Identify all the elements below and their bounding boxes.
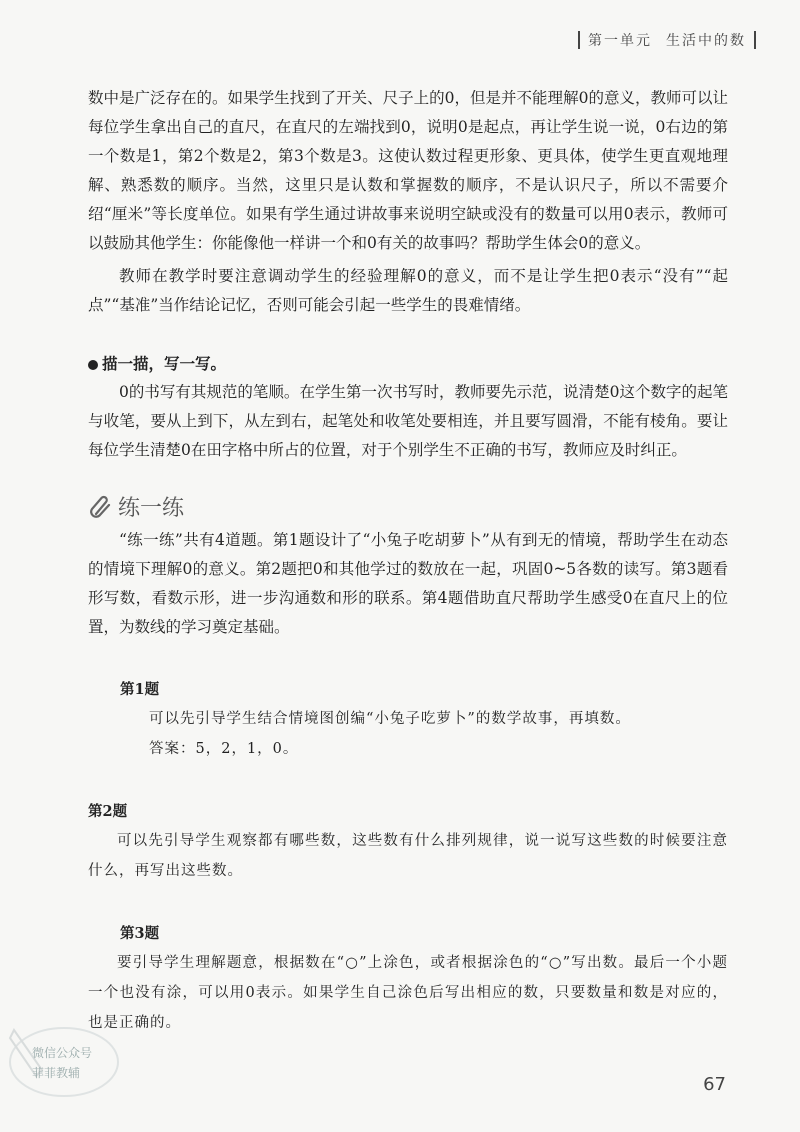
page-number: 67 <box>703 1074 726 1095</box>
question-3-title: 第3题 <box>120 925 160 942</box>
question-1 <box>88 676 728 764</box>
watermark-line-2: 菲菲教辅 <box>32 1066 81 1080</box>
practice-intro: “练一练”共有4道题。第1题设计了“小兔子吃胡萝卜”从有到无的情境，帮助学生在动态的情境下理解0的意义。第2题把0和其他学过的数放在一起，巩固0~5各数的读写。第3题看形写数，看数示形，进一步沟通数和形的联系。第4题借助直尺帮助学生感受0在直尺上的位置，为数线的学习奠定基础。 <box>88 531 728 636</box>
question-2-text: 可以先引导学生观察都有哪些数，这些数有什么排列规律，说一说写这些数的时候要注意什么，再写出这些数。 <box>88 833 728 879</box>
question-1-answer: 答案：5，2，1，0。 <box>149 741 299 757</box>
header-divider-right <box>754 31 756 49</box>
watermark-line-1: 微信公众号 <box>32 1046 93 1060</box>
question-2-title: 第2题 <box>88 803 128 820</box>
page-content <box>88 84 728 1038</box>
question-1-title: 第1题 <box>120 681 160 698</box>
watermark <box>2 1010 122 1106</box>
question-2 <box>56 798 728 826</box>
paragraph-1: 数中是广泛存在的。如果学生找到了开关、尺子上的0，但是并不能理解0的意义，教师可以让每位学生拿出自己的直尺，在直尺的左端找到0，说明0是起点，再让学生说一说，0右边的第一个数是1，第2个数是2，第3个数是3。这使认数过程更形象、更具体，使学生更直观地理解、熟悉数的顺序。当然，这里只是认数和掌握数的顺序，不是认识尺子，所以不需要介绍“厘米”等长度单位。如果有学生通过讲故事来说明空缺或没有的数量可以用0表示，教师可以鼓励其他学生：你能像他一样讲一个和0有关的故事吗？帮助学生体会0的意义。 <box>88 89 728 252</box>
trace-heading: 描一描，写一写。 <box>88 350 728 378</box>
header-unit: 第一单元 <box>588 33 652 49</box>
trace-paragraph: 0的书写有其规范的笔顺。在学生第一次书写时，教师要先示范，说清楚0这个数字的起笔与收笔，要从上到下，从左到右，起笔处和收笔处要相连，并且要写圆滑，不能有棱角。要让每位学生清楚0在田字格中所占的位置，对于个别学生不正确的书写，教师应及时纠正。 <box>88 383 728 459</box>
header-divider-left <box>578 31 580 49</box>
question-3 <box>88 920 728 948</box>
paperclip-icon <box>88 494 114 520</box>
bullet-icon <box>88 360 98 370</box>
question-1-text: 可以先引导学生结合情境图创编“小兔子吃萝卜”的数学故事，再填数。 <box>149 711 631 727</box>
paragraph-2: 教师在教学时要注意调动学生的经验理解0的意义，而不是让学生把0表示“没有”“起点”“基准”当作结论记忆，否则可能会引起一些学生的畏难情绪。 <box>88 267 728 314</box>
question-3-text: 要引导学生理解题意，根据数在“○”上涂色，或者根据涂色的“○”写出数。最后一个小题一个也没有涂，可以用0表示。如果学生自己涂色后写出相应的数，只要数量和数是对应的，也是正确的。 <box>88 955 728 1031</box>
practice-heading: 练一练 <box>88 491 728 522</box>
header-title: 生活中的数 <box>666 33 746 49</box>
running-header <box>570 30 764 50</box>
